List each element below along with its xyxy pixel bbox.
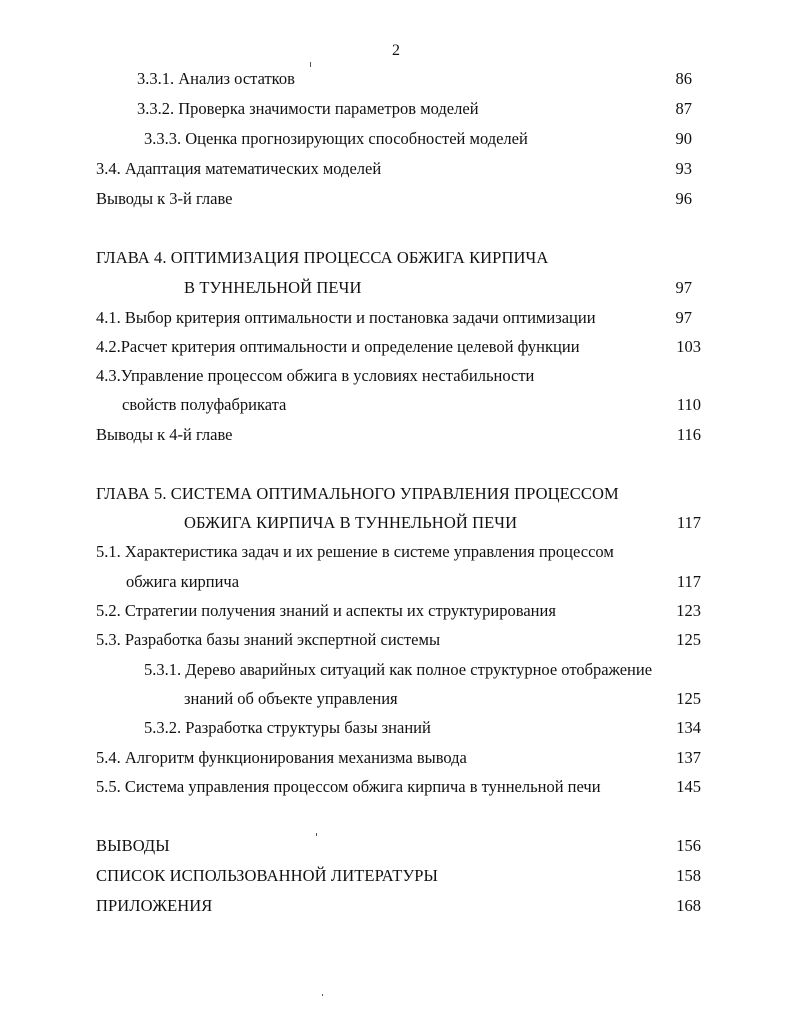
toc-entry-page: 156 — [676, 836, 701, 855]
toc-entry-page: 158 — [676, 866, 701, 885]
toc-entry-title: 4.1. Выбор критерия оптимальности и постановка задачи оптимизации — [96, 308, 596, 327]
toc-entry-page: 125 — [676, 689, 701, 708]
toc-entry-title: 5.3.2. Разработка структуры базы знаний — [144, 718, 431, 737]
toc-entry-page: 90 — [675, 129, 692, 148]
toc-entry-title: 5.3. Разработка базы знаний экспертной системы — [96, 630, 441, 649]
toc-entry-title: СПИСОК ИСПОЛЬЗОВАННОЙ ЛИТЕРАТУРЫ — [96, 866, 439, 885]
toc-entry-page: 145 — [676, 777, 701, 796]
toc-chapter-title-cont: ОБЖИГА КИРПИЧА В ТУННЕЛЬНОЙ ПЕЧИ — [184, 513, 518, 532]
toc-entry-title: 4.3.Управление процессом обжига в условиях нестабильности — [96, 366, 535, 385]
toc-entry-page: 123 — [676, 601, 701, 620]
toc-entry-page: 134 — [676, 718, 701, 737]
toc-entry-page: 137 — [676, 748, 701, 767]
toc-entry-title: Выводы к 3-й главе — [96, 189, 233, 208]
toc-entry-title-cont: знаний об объекте управления — [184, 689, 398, 708]
toc-entry-page: 87 — [675, 99, 692, 118]
toc-entry-title: 5.1. Характеристика задач и их решение в системе управления процессом — [96, 542, 614, 561]
toc-entry-page: 125 — [676, 630, 701, 649]
toc-entry-page: 97 — [675, 308, 692, 327]
toc-entry-title-cont: свойств полуфабриката — [122, 395, 287, 414]
toc-entry-page: 110 — [676, 395, 701, 414]
toc-entry-title: 3.4. Адаптация математических моделей — [96, 159, 382, 178]
toc-entry-title: 3.3.3. Оценка прогнозирующих способностей моделей — [144, 129, 528, 148]
toc-entry-page: 103 — [676, 337, 701, 356]
toc-entry-page: 117 — [676, 572, 701, 591]
scan-speck — [310, 62, 311, 67]
toc-entry-title: 3.3.2. Проверка значимости параметров моделей — [137, 99, 479, 118]
toc-entry-page: 116 — [676, 425, 701, 444]
toc-entry-title: ВЫВОДЫ — [96, 836, 170, 855]
toc-entry-title: Выводы к 4-й главе — [96, 425, 233, 444]
toc-entry-page: 86 — [675, 69, 692, 88]
toc-chapter-title-cont: В ТУННЕЛЬНОЙ ПЕЧИ — [184, 278, 362, 297]
toc-entry-title: ПРИЛОЖЕНИЯ — [96, 896, 213, 915]
toc-entry-title: 3.3.1. Анализ остатков — [137, 69, 295, 88]
toc-entry-title-cont: обжига кирпича — [126, 572, 240, 591]
scan-speck — [322, 994, 323, 996]
toc-entry-page: 93 — [675, 159, 692, 178]
scan-speck — [316, 833, 317, 836]
toc-entry-title: 5.4. Алгоритм функционирования механизма вывода — [96, 748, 467, 767]
toc-entry-title: 5.2. Стратегии получения знаний и аспекты их структурирования — [96, 601, 556, 620]
toc-entry-title: 4.2.Расчет критерия оптимальности и определение целевой функции — [96, 337, 580, 356]
toc-chapter-title: ГЛАВА 4. ОПТИМИЗАЦИЯ ПРОЦЕССА ОБЖИГА КИРПИЧА — [96, 248, 549, 267]
toc-entry-title: 5.5. Система управления процессом обжига кирпича в туннельной печи — [96, 777, 601, 796]
toc-entry-title: 5.3.1. Дерево аварийных ситуаций как полное структурное отображение — [144, 660, 653, 679]
toc-entry-page: 117 — [676, 513, 701, 532]
toc-entry-page: 168 — [676, 896, 701, 915]
page-number: 2 — [392, 42, 400, 59]
toc-chapter-title: ГЛАВА 5. СИСТЕМА ОПТИМАЛЬНОГО УПРАВЛЕНИЯ ПРОЦЕССОМ — [96, 484, 619, 503]
toc-entry-page: 96 — [675, 189, 692, 208]
toc-entry-page: 97 — [675, 278, 692, 297]
